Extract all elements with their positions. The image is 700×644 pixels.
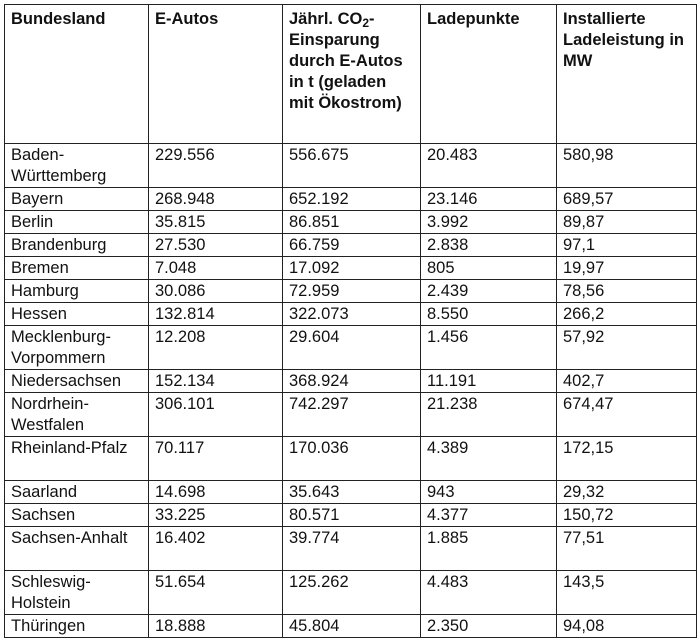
- cell-evs: 306.101: [149, 393, 283, 437]
- table-row: [5, 527, 697, 571]
- cell-evs: 18.888: [149, 615, 283, 638]
- cell-charge-points: 1.885: [421, 527, 557, 571]
- cell-co2: 45.804: [283, 615, 421, 638]
- cell-charge-points: 20.483: [421, 144, 557, 188]
- cell-evs: 229.556: [149, 144, 283, 188]
- cell-evs: 35.815: [149, 211, 283, 234]
- table-row: [5, 144, 697, 188]
- cell-state: Rheinland-Pfalz: [5, 437, 149, 481]
- cell-capacity: 689,57: [557, 188, 697, 211]
- table-row: [5, 437, 697, 481]
- cell-charge-points: 11.191: [421, 370, 557, 393]
- cell-state: Sachsen: [5, 504, 149, 527]
- cell-co2: 556.675: [283, 144, 421, 188]
- table-row: [5, 370, 697, 393]
- cell-co2: 170.036: [283, 437, 421, 481]
- table-row: [5, 234, 697, 257]
- table-row: [5, 615, 697, 638]
- header-row: [5, 5, 697, 144]
- cell-evs: 30.086: [149, 280, 283, 303]
- cell-co2: 652.192: [283, 188, 421, 211]
- table-body: [5, 144, 697, 638]
- cell-state: Bremen: [5, 257, 149, 280]
- cell-co2: 368.924: [283, 370, 421, 393]
- cell-co2: 742.297: [283, 393, 421, 437]
- header-co2-subscript: 2: [362, 16, 370, 30]
- cell-state: Thüringen: [5, 615, 149, 638]
- table-row: [5, 211, 697, 234]
- table-row: [5, 257, 697, 280]
- cell-co2: 72.959: [283, 280, 421, 303]
- cell-capacity: 78,56: [557, 280, 697, 303]
- cell-evs: 132.814: [149, 303, 283, 326]
- cell-evs: 33.225: [149, 504, 283, 527]
- cell-evs: 152.134: [149, 370, 283, 393]
- cell-charge-points: 805: [421, 257, 557, 280]
- cell-state: Niedersachsen: [5, 370, 149, 393]
- cell-capacity: 266,2: [557, 303, 697, 326]
- cell-charge-points: 943: [421, 481, 557, 504]
- header-charge-points: Ladepunkte: [421, 5, 557, 144]
- cell-co2: 86.851: [283, 211, 421, 234]
- cell-evs: 51.654: [149, 571, 283, 615]
- cell-evs: 12.208: [149, 326, 283, 370]
- cell-co2: 80.571: [283, 504, 421, 527]
- cell-capacity: 97,1: [557, 234, 697, 257]
- cell-charge-points: 23.146: [421, 188, 557, 211]
- cell-capacity: 674,47: [557, 393, 697, 437]
- cell-charge-points: 4.483: [421, 571, 557, 615]
- cell-state: Hessen: [5, 303, 149, 326]
- cell-evs: 268.948: [149, 188, 283, 211]
- header-evs: E-Autos: [149, 5, 283, 144]
- cell-state: Baden-Württemberg: [5, 144, 149, 188]
- table-row: [5, 504, 697, 527]
- cell-state: Sachsen-Anhalt: [5, 527, 149, 571]
- cell-capacity: 150,72: [557, 504, 697, 527]
- cell-state: Mecklenburg-Vorpommern: [5, 326, 149, 370]
- cell-charge-points: 4.377: [421, 504, 557, 527]
- cell-co2: 125.262: [283, 571, 421, 615]
- cell-charge-points: 8.550: [421, 303, 557, 326]
- table-row: [5, 188, 697, 211]
- cell-capacity: 94,08: [557, 615, 697, 638]
- cell-co2: 66.759: [283, 234, 421, 257]
- table-row: [5, 326, 697, 370]
- table-row: [5, 303, 697, 326]
- table-row: [5, 571, 697, 615]
- cell-capacity: 143,5: [557, 571, 697, 615]
- cell-capacity: 89,87: [557, 211, 697, 234]
- cell-charge-points: 21.238: [421, 393, 557, 437]
- header-capacity: Installierte Ladeleistung in MW: [557, 5, 697, 144]
- cell-charge-points: 4.389: [421, 437, 557, 481]
- header-co2-rest: -Einsparung durch E-Autos in t (geladen mit Ökostrom): [289, 10, 403, 112]
- cell-co2: 35.643: [283, 481, 421, 504]
- cell-state: Brandenburg: [5, 234, 149, 257]
- cell-capacity: 29,32: [557, 481, 697, 504]
- cell-co2: 39.774: [283, 527, 421, 571]
- ev-statistics-table: [4, 4, 697, 638]
- cell-state: Berlin: [5, 211, 149, 234]
- cell-charge-points: 2.350: [421, 615, 557, 638]
- cell-capacity: 19,97: [557, 257, 697, 280]
- cell-capacity: 57,92: [557, 326, 697, 370]
- cell-evs: 7.048: [149, 257, 283, 280]
- cell-capacity: 580,98: [557, 144, 697, 188]
- cell-evs: 27.530: [149, 234, 283, 257]
- cell-state: Hamburg: [5, 280, 149, 303]
- cell-co2: 17.092: [283, 257, 421, 280]
- cell-co2: 29.604: [283, 326, 421, 370]
- cell-capacity: 172,15: [557, 437, 697, 481]
- cell-capacity: 77,51: [557, 527, 697, 571]
- cell-co2: 322.073: [283, 303, 421, 326]
- cell-state: Saarland: [5, 481, 149, 504]
- cell-state: Bayern: [5, 188, 149, 211]
- cell-capacity: 402,7: [557, 370, 697, 393]
- cell-evs: 14.698: [149, 481, 283, 504]
- cell-charge-points: 2.838: [421, 234, 557, 257]
- header-co2-prefix: Jährl. CO: [289, 10, 363, 28]
- cell-state: Nordrhein-Westfalen: [5, 393, 149, 437]
- cell-charge-points: 1.456: [421, 326, 557, 370]
- table-row: [5, 280, 697, 303]
- cell-charge-points: 2.439: [421, 280, 557, 303]
- cell-state: Schleswig-Holstein: [5, 571, 149, 615]
- cell-charge-points: 3.992: [421, 211, 557, 234]
- header-state: Bundesland: [5, 5, 149, 144]
- header-co2: [283, 5, 421, 144]
- cell-evs: 70.117: [149, 437, 283, 481]
- table-row: [5, 393, 697, 437]
- cell-evs: 16.402: [149, 527, 283, 571]
- table-row: [5, 481, 697, 504]
